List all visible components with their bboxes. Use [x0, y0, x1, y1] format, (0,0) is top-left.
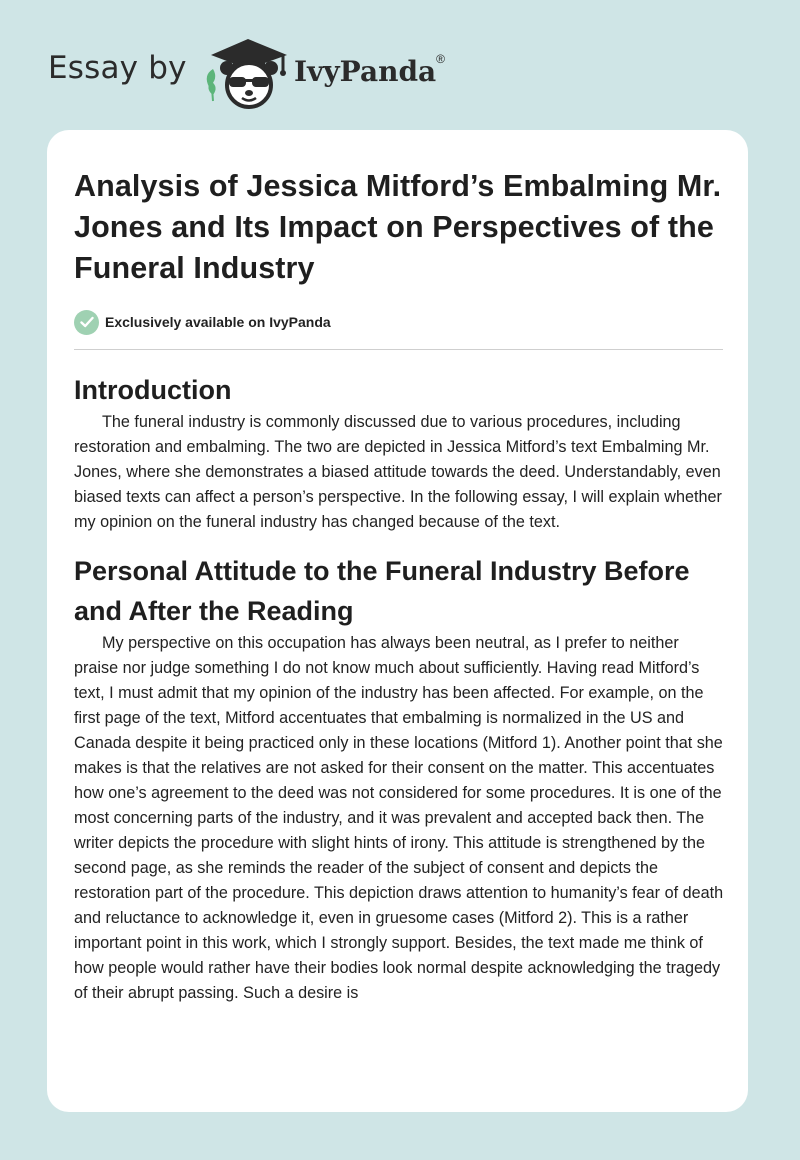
article-card [47, 130, 748, 1112]
site-header [0, 0, 800, 130]
brand-text: IvyPanda [294, 55, 437, 88]
section-heading-personal-attitude: Personal Attitude to the Funeral Industry Before and After the Reading [74, 556, 690, 626]
panda-graduate-icon[interactable] [203, 35, 293, 109]
article-content [74, 166, 724, 1006]
section-paragraph-introduction: The funeral industry is commonly discussed due to various procedures, including restoration and embalming. The two are depicted in Jessica Mitford’s text Embalming Mr. Jones, where she demonstrates a biased attitude towards the deed. Understandably, even biased texts can affect a person’s perspective. In the following essay, I will explain whether my opinion on the funeral industry has changed because of the text. [74, 413, 722, 531]
exclusive-label: Exclusively available on IvyPanda [105, 314, 331, 330]
registered-mark: ® [436, 51, 446, 66]
exclusive-badge [74, 308, 724, 336]
article-title: Analysis of Jessica Mitford’s Embalming Mr. Jones and Its Impact on Perspectives of the Funeral Industry [74, 169, 722, 285]
section-heading-introduction: Introduction [74, 375, 232, 405]
check-circle-icon [74, 310, 99, 335]
section-paragraph-personal-attitude: My perspective on this occupation has always been neutral, as I prefer to neither praise nor judge something I do not know much about sufficiently. Having read Mitford’s text, I must admit that my opinion of the industry has been affected. For example, on the first page of the text, Mitford accentuates that embalming is normalized in the US and Canada despite it being practiced only in these locations (Mitford 1). Another point that she makes is that the relatives are not asked for their consent on the matter. This accentuates how one’s agreement to the deed was not considered for some procedures. It is one of the most concerning parts of the industry, and it was prevalent and accepted back then. The writer depicts the procedure with slight hints of irony. This attitude is strengthened by the second page, as she reminds the reader of the subject of consent and depicts the restoration part of the procedure. This depiction draws attention to humanity’s fear of death and reluctance to acknowledge it, even in gruesome cases (Mitford 2). This is a rather important point in this work, which I strongly support. Besides, the text made me think of how people would rather have their bodies look normal despite acknowledging the tragedy of their abrupt passing. Such a desire is [74, 634, 724, 1002]
essay-by-label: Essay by [48, 50, 187, 86]
brand-name[interactable] [294, 51, 446, 88]
divider [74, 349, 723, 350]
